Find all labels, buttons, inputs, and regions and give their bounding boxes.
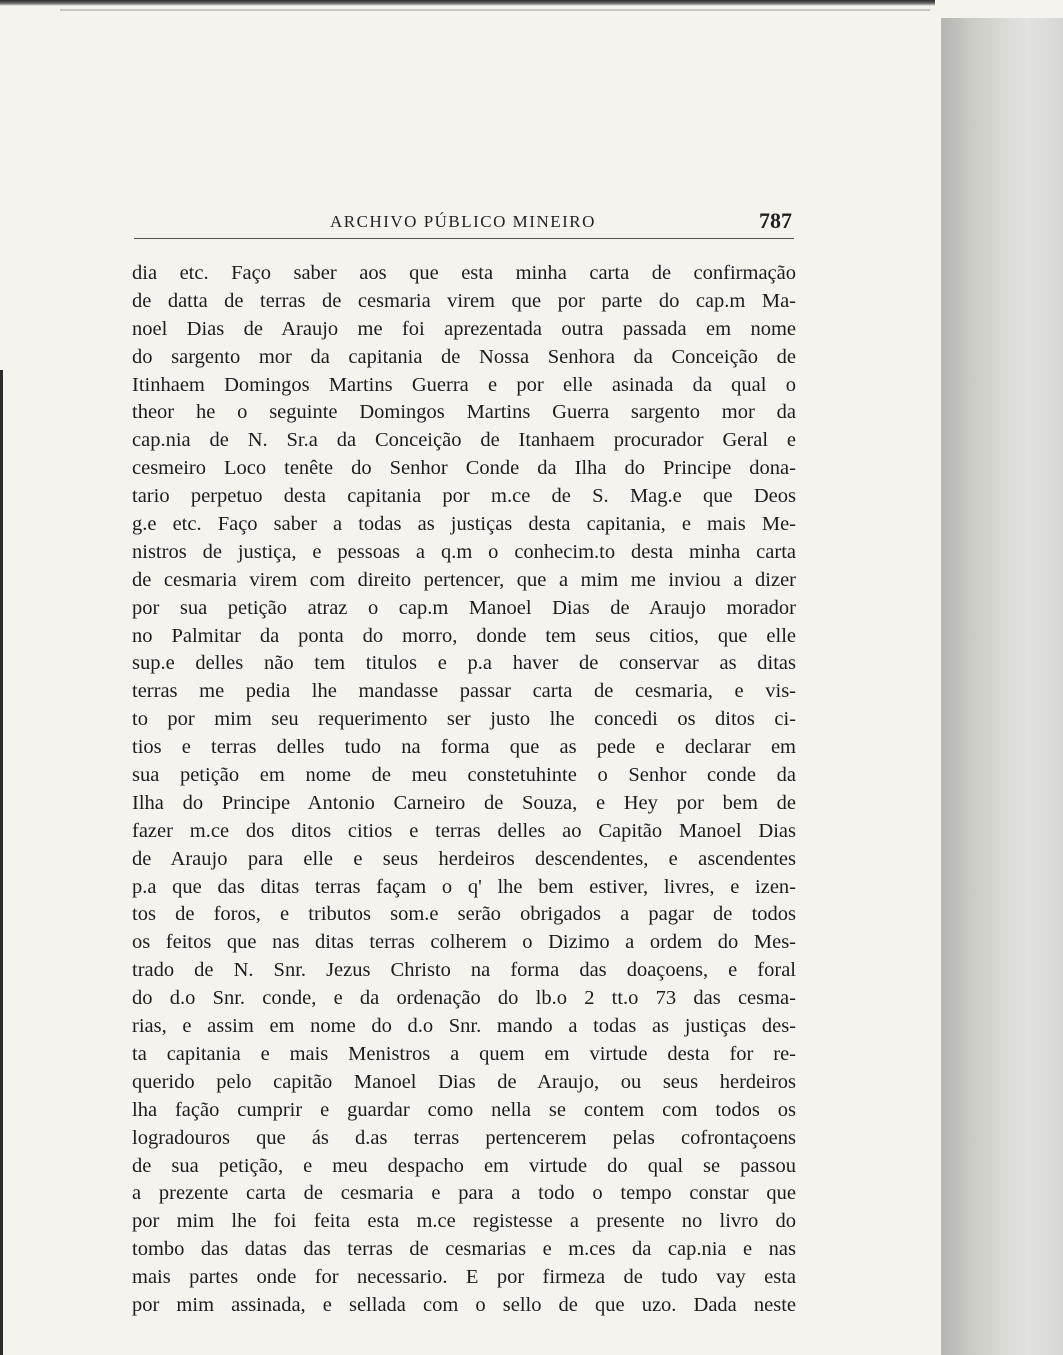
text-line: sup.e delles não tem titulos e p.a haver de conservar as ditas: [132, 652, 796, 675]
header-rule: [134, 238, 794, 239]
text-line: tombo das datas das terras de cesmarias e m.ces da cap.nia e nas: [132, 1238, 796, 1261]
text-line: tario perpetuo desta capitania por m.ce de S. Mag.e que Deos: [132, 485, 796, 508]
running-title: ARCHIVO PÚBLICO MINEIRO: [330, 212, 596, 231]
scan-top-border: [0, 0, 935, 6]
text-line: g.e etc. Faço saber a todas as justiças desta capitania, e mais Me-: [132, 513, 796, 536]
text-line: de Araujo para elle e seus herdeiros descendentes, e ascendentes: [132, 847, 796, 870]
text-line: tos de foros, e tributos som.e serão obrigados a pagar de todos: [132, 903, 796, 926]
text-line: cesmeiro Loco tenête do Senhor Conde da Ilha do Principe dona-: [132, 457, 796, 480]
text-line: os feitos que nas ditas terras colherem o Dizimo a ordem do Mes-: [132, 931, 796, 954]
text-line: terras me pedia lhe mandasse passar carta de cesmaria, e vis-: [132, 680, 796, 703]
text-line: de sua petição, e meu despacho em virtude do qual se passou: [132, 1154, 796, 1177]
book-page-edge: [941, 18, 1063, 1355]
text-line: a prezente carta de cesmaria e para a todo o tempo constar que: [132, 1182, 796, 1205]
text-line: querido pelo capitão Manoel Dias de Araujo, ou seus herdeiros: [132, 1070, 796, 1093]
running-header: [134, 208, 794, 240]
text-line: lha fação cumprir e guardar como nella se contem com todos os: [132, 1098, 796, 1121]
text-line: logradouros que ás d.as terras pertencerem pelas cofrontaçoens: [132, 1126, 796, 1149]
scan-left-border: [0, 370, 3, 1355]
text-line: Itinhaem Domingos Martins Guerra e por elle asinada da qual o: [132, 373, 796, 396]
text-line: noel Dias de Araujo me foi aprezentada outra passada em nome: [132, 317, 796, 340]
text-line: to por mim seu requerimento ser justo lhe concedi os ditos ci-: [132, 708, 796, 731]
page-number: 787: [759, 208, 792, 233]
text-line: nistros de justiça, e pessoas a q.m o conhecim.to desta minha carta: [132, 540, 796, 563]
text-line: no Palmitar da ponta do morro, donde tem seus citios, que elle: [132, 624, 796, 647]
text-line: dia etc. Faço saber aos que esta minha carta de confirmação: [132, 262, 796, 284]
text-line: por mim assinada, e sellada com o sello de que uzo. Dada neste: [132, 1293, 796, 1316]
text-line: do d.o Snr. conde, e da ordenação do lb.o 2 tt.o 73 das cesma-: [132, 987, 796, 1010]
text-line: theor he o seguinte Domingos Martins Guerra sargento mor da: [132, 401, 796, 424]
text-line: Ilha do Principe Antonio Carneiro de Souza, e Hey por bem de: [132, 791, 796, 814]
text-line: de cesmaria virem com direito pertencer, que a mim me inviou a dizer: [132, 568, 796, 591]
text-line: rias, e assim em nome do d.o Snr. mando a todas as justiças des-: [132, 1015, 796, 1038]
text-line: ta capitania e mais Menistros a quem em virtude desta for re-: [132, 1042, 796, 1065]
text-line: por sua petição atraz o cap.m Manoel Dias de Araujo morador: [132, 596, 796, 619]
text-line: por mim lhe foi feita esta m.ce registesse a presente no livro do: [132, 1210, 796, 1233]
text-line: fazer m.ce dos ditos citios e terras delles ao Capitão Manoel Dias: [132, 819, 796, 842]
scan-top-border-shadow: [60, 9, 930, 11]
text-line: do sargento mor da capitania de Nossa Senhora da Conceição de: [132, 345, 796, 368]
text-line: p.a que das ditas terras façam o q' lhe bem estiver, livres, e izen-: [132, 875, 796, 898]
text-line: sua petição em nome de meu constetuhinte o Senhor conde da: [132, 764, 796, 787]
text-line: tios e terras delles tudo na forma que as pede e declarar em: [132, 736, 796, 759]
text-line: mais partes onde for necessario. E por firmeza de tudo vay esta: [132, 1266, 796, 1289]
text-line: trado de N. Snr. Jezus Christo na forma das doaçoens, e foral: [132, 959, 796, 982]
text-line: de datta de terras de cesmaria virem que por parte do cap.m Ma-: [132, 289, 796, 312]
text-line: cap.nia de N. Sr.a da Conceição de Itanhaem procurador Geral e: [132, 429, 796, 452]
body-text: [132, 260, 796, 1320]
